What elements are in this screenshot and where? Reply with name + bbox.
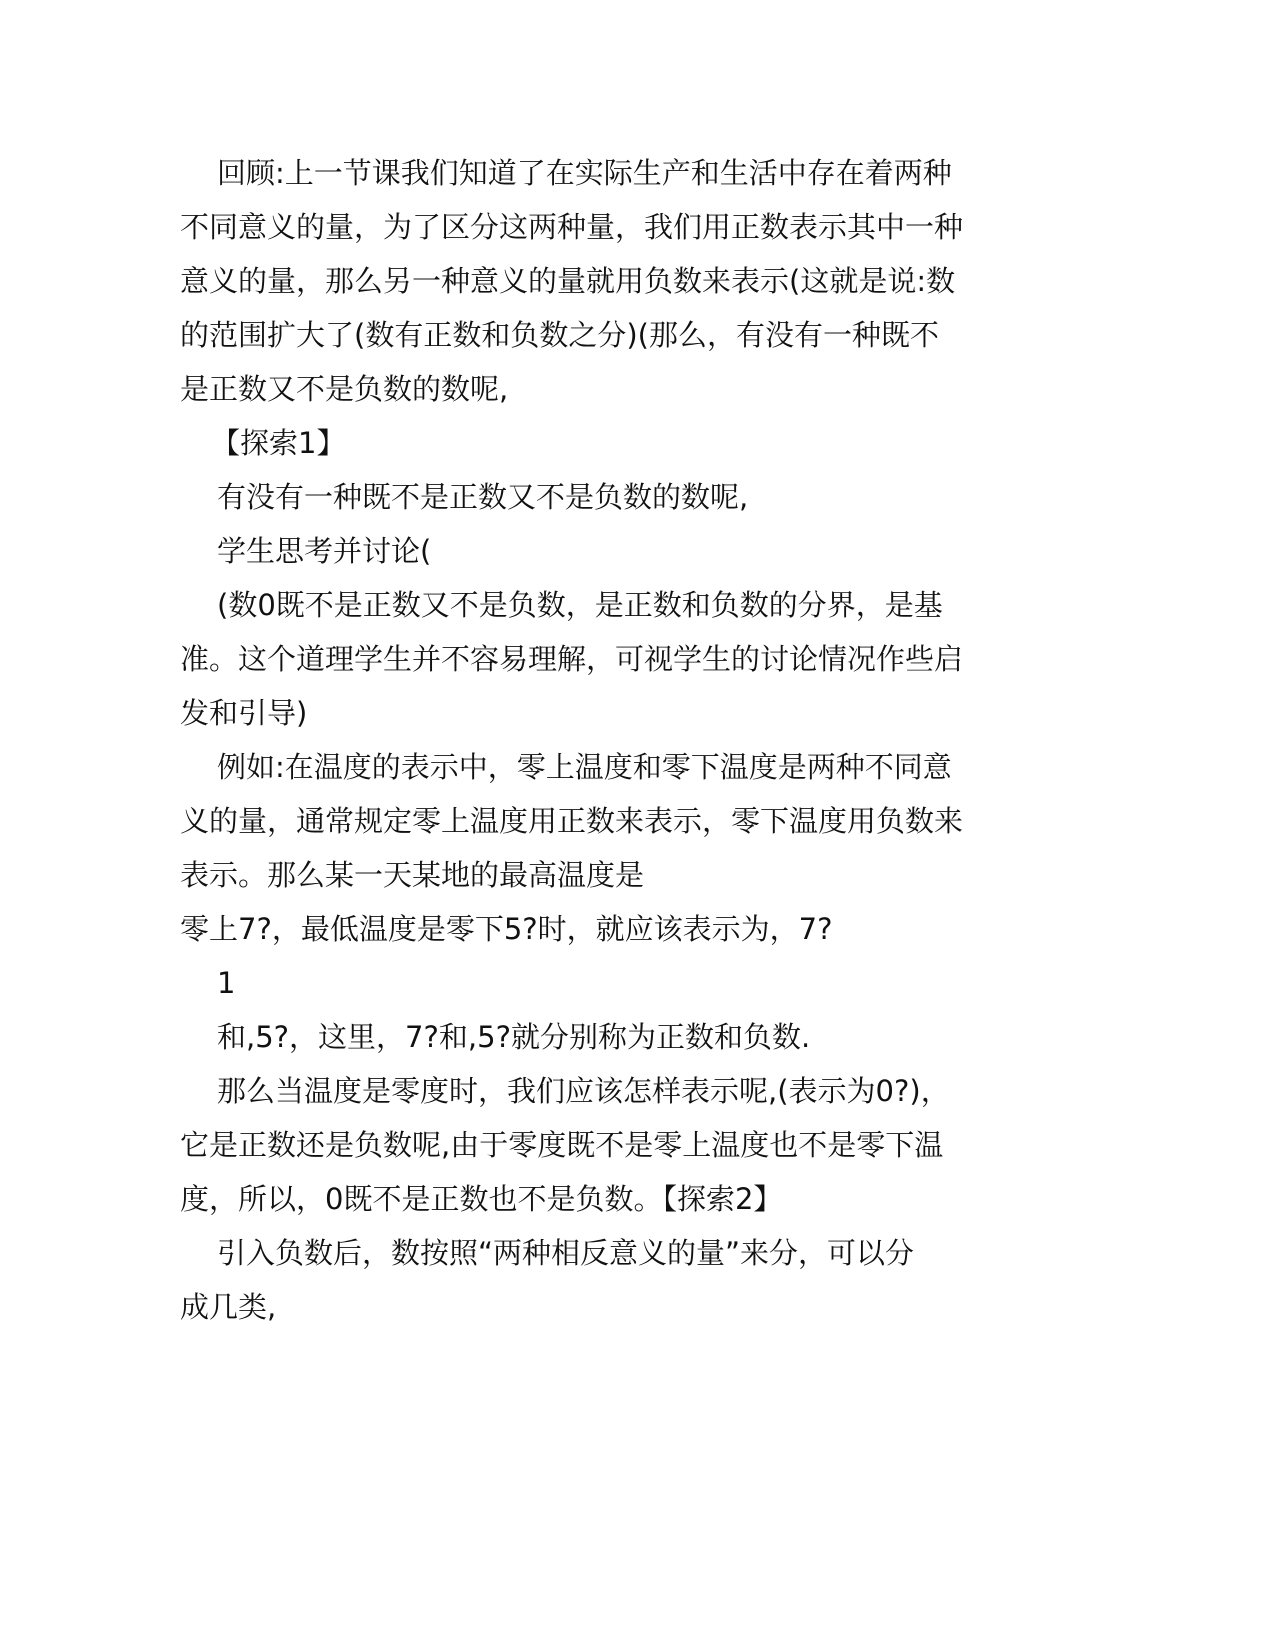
paragraph-zero-degree-line-1: 那么当温度是零度时，我们应该怎样表示呢,(表示为0?)， xyxy=(217,1074,950,1108)
paragraph-zero-line-1: (数0既不是正数又不是负数，是正数和负数的分界，是基 xyxy=(217,588,943,622)
student-discussion-line: 学生思考并讨论( xyxy=(217,534,432,568)
paragraph-zero-degree-line-2: 它是正数还是负数呢,由于零度既不是零上温度也不是零下温 xyxy=(180,1128,944,1162)
paragraph-review-line-1: 回顾:上一节课我们知道了在实际生产和生活中存在着两种 xyxy=(217,156,952,190)
paragraph-example-line-3: 表示。那么某一天某地的最高温度是 xyxy=(180,858,645,892)
paragraph-example-line-4: 零上7?，最低温度是零下5?时，就应该表示为，7? xyxy=(180,912,833,946)
paragraph-continued-line: 和,5?，这里，7?和,5?就分别称为正数和负数. xyxy=(217,1020,811,1054)
paragraph-zero-line-3: 发和引导) xyxy=(180,696,308,730)
paragraph-review-line-3: 意义的量，那么另一种意义的量就用负数来表示(这就是说:数 xyxy=(180,264,956,298)
paragraph-example-line-2: 义的量，通常规定零上温度用正数来表示，零下温度用负数来 xyxy=(180,804,964,838)
paragraph-zero-degree-line-3: 度，所以，0既不是正数也不是负数。【探索2】 xyxy=(180,1182,783,1216)
page-number: 1 xyxy=(217,966,236,1000)
paragraph-classification-line-2: 成几类, xyxy=(180,1290,277,1324)
paragraph-classification-line-1: 引入负数后，数按照“两种相反意义的量”来分，可以分 xyxy=(217,1236,915,1270)
paragraph-review-line-2: 不同意义的量，为了区分这两种量，我们用正数表示其中一种 xyxy=(180,210,964,244)
paragraph-review-line-5: 是正数又不是负数的数呢, xyxy=(180,372,509,406)
paragraph-review-line-4: 的范围扩大了(数有正数和负数之分)(那么，有没有一种既不 xyxy=(180,318,939,352)
paragraph-zero-line-2: 准。这个道理学生并不容易理解，可视学生的讨论情况作些启 xyxy=(180,642,964,676)
section-heading-explore-1: 【探索1】 xyxy=(211,426,346,460)
question-line: 有没有一种既不是正数又不是负数的数呢, xyxy=(217,480,749,514)
paragraph-example-line-1: 例如:在温度的表示中，零上温度和零下温度是两种不同意 xyxy=(217,750,952,784)
